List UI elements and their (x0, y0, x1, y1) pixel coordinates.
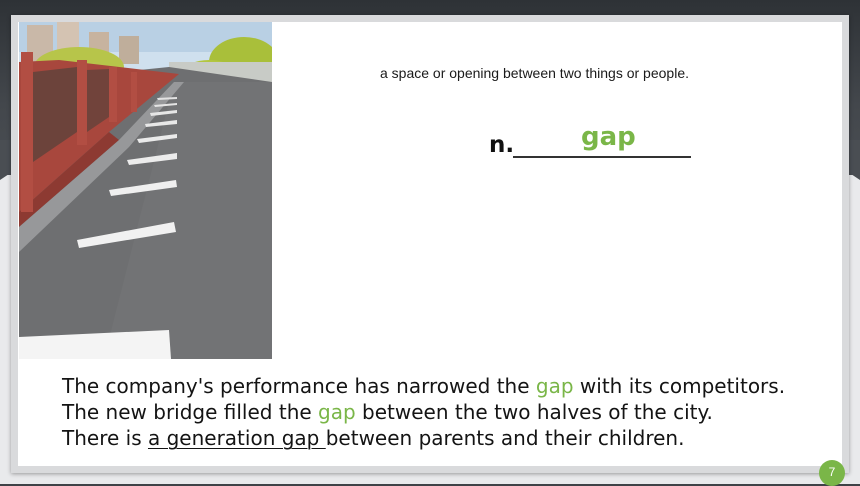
sentence-text: The new bridge filled the (62, 400, 319, 424)
sentence-text: with its competitors. (573, 374, 786, 398)
keyword-highlight: gap (535, 374, 574, 398)
example-sentence-1 (62, 373, 842, 399)
example-sentence-3 (62, 425, 842, 451)
underlined-phrase: a generation gap (147, 426, 326, 450)
sentence-text: The company's performance has narrowed the (62, 374, 536, 398)
definition-text: a space or opening between two things or people. (380, 65, 689, 81)
example-sentences (62, 373, 842, 451)
sidewalk-photo (19, 22, 272, 359)
answer-word: gap (581, 122, 636, 152)
example-sentence-2 (62, 399, 842, 425)
part-of-speech-label: n. (489, 132, 515, 158)
sentence-text: between parents and their children. (325, 426, 685, 450)
sentence-text: between the two halves of the city. (355, 400, 713, 424)
keyword-highlight: gap (318, 400, 356, 424)
sentence-text: There is (62, 426, 148, 450)
page-number-badge: 7 (819, 460, 845, 486)
